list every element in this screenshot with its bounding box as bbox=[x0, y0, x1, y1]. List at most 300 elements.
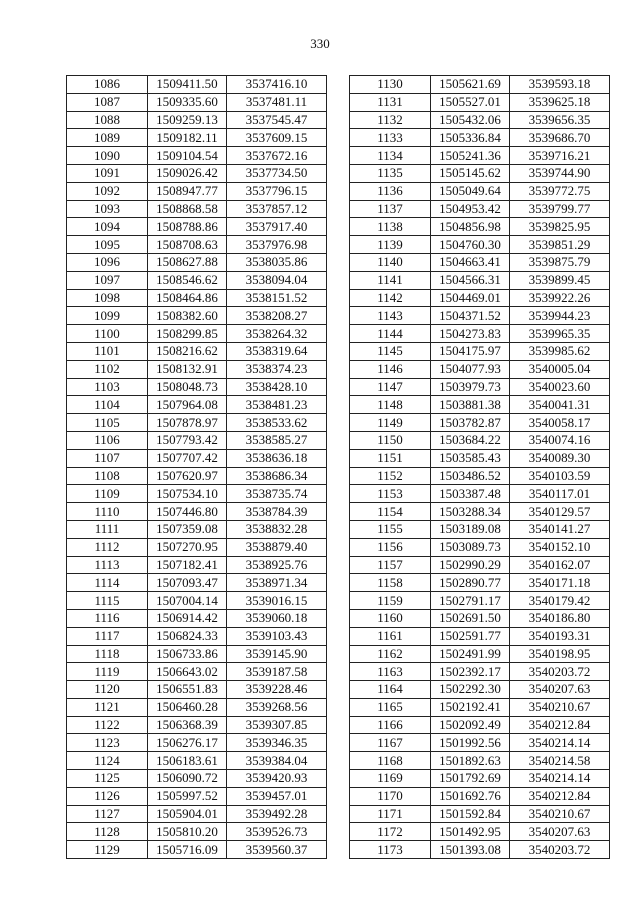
x-coordinate-cell: 1508382.60 bbox=[148, 307, 227, 325]
x-coordinate-cell: 1504856.98 bbox=[431, 218, 510, 236]
x-coordinate-cell: 1507270.95 bbox=[148, 538, 227, 556]
point-id-cell: 1111 bbox=[67, 520, 148, 538]
x-coordinate-cell: 1501492.95 bbox=[431, 823, 510, 841]
y-coordinate-cell: 3539016.15 bbox=[227, 592, 327, 610]
point-id-cell: 1154 bbox=[350, 503, 431, 521]
table-row bbox=[350, 663, 610, 681]
point-id-cell: 1158 bbox=[350, 574, 431, 592]
y-coordinate-cell: 3540041.31 bbox=[510, 396, 610, 414]
x-coordinate-cell: 1508868.58 bbox=[148, 200, 227, 218]
table-row bbox=[350, 538, 610, 556]
table-row bbox=[350, 182, 610, 200]
y-coordinate-cell: 3537976.98 bbox=[227, 236, 327, 254]
point-id-cell: 1133 bbox=[350, 129, 431, 147]
y-coordinate-cell: 3538319.64 bbox=[227, 342, 327, 360]
table-row bbox=[67, 681, 327, 699]
y-coordinate-cell: 3539593.18 bbox=[510, 76, 610, 94]
point-id-cell: 1114 bbox=[67, 574, 148, 592]
page-number: 330 bbox=[310, 36, 330, 51]
x-coordinate-cell: 1504760.30 bbox=[431, 236, 510, 254]
y-coordinate-cell: 3539656.35 bbox=[510, 111, 610, 129]
table-row bbox=[350, 467, 610, 485]
y-coordinate-cell: 3539457.01 bbox=[227, 787, 327, 805]
point-id-cell: 1147 bbox=[350, 378, 431, 396]
y-coordinate-cell: 3540186.80 bbox=[510, 609, 610, 627]
table-row bbox=[67, 396, 327, 414]
point-id-cell: 1100 bbox=[67, 325, 148, 343]
y-coordinate-cell: 3538208.27 bbox=[227, 307, 327, 325]
y-coordinate-cell: 3537917.40 bbox=[227, 218, 327, 236]
table-row bbox=[350, 236, 610, 254]
x-coordinate-cell: 1502791.17 bbox=[431, 592, 510, 610]
y-coordinate-cell: 3537609.15 bbox=[227, 129, 327, 147]
table-row bbox=[350, 698, 610, 716]
x-coordinate-cell: 1503189.08 bbox=[431, 520, 510, 538]
x-coordinate-cell: 1506733.86 bbox=[148, 645, 227, 663]
point-id-cell: 1139 bbox=[350, 236, 431, 254]
y-coordinate-cell: 3538151.52 bbox=[227, 289, 327, 307]
y-coordinate-cell: 3538879.40 bbox=[227, 538, 327, 556]
x-coordinate-cell: 1509411.50 bbox=[148, 76, 227, 94]
table-row bbox=[67, 147, 327, 165]
point-id-cell: 1124 bbox=[67, 752, 148, 770]
point-id-cell: 1102 bbox=[67, 360, 148, 378]
point-id-cell: 1086 bbox=[67, 76, 148, 94]
x-coordinate-cell: 1503881.38 bbox=[431, 396, 510, 414]
x-coordinate-cell: 1507707.42 bbox=[148, 449, 227, 467]
table-row bbox=[350, 307, 610, 325]
table-row bbox=[350, 289, 610, 307]
x-coordinate-cell: 1502591.77 bbox=[431, 627, 510, 645]
y-coordinate-cell: 3540129.57 bbox=[510, 503, 610, 521]
y-coordinate-cell: 3540214.14 bbox=[510, 770, 610, 788]
point-id-cell: 1090 bbox=[67, 147, 148, 165]
y-coordinate-cell: 3539965.35 bbox=[510, 325, 610, 343]
y-coordinate-cell: 3538784.39 bbox=[227, 503, 327, 521]
point-id-cell: 1107 bbox=[67, 449, 148, 467]
x-coordinate-cell: 1506090.72 bbox=[148, 770, 227, 788]
table-row bbox=[67, 716, 327, 734]
table-row bbox=[67, 663, 327, 681]
x-coordinate-cell: 1505716.09 bbox=[148, 841, 227, 859]
y-coordinate-cell: 3540210.67 bbox=[510, 698, 610, 716]
x-coordinate-cell: 1502092.49 bbox=[431, 716, 510, 734]
y-coordinate-cell: 3539103.43 bbox=[227, 627, 327, 645]
point-id-cell: 1127 bbox=[67, 805, 148, 823]
y-coordinate-cell: 3539825.95 bbox=[510, 218, 610, 236]
table-row bbox=[350, 681, 610, 699]
y-coordinate-cell: 3540117.01 bbox=[510, 485, 610, 503]
y-coordinate-cell: 3540103.59 bbox=[510, 467, 610, 485]
y-coordinate-cell: 3539686.70 bbox=[510, 129, 610, 147]
y-coordinate-cell: 3540005.04 bbox=[510, 360, 610, 378]
point-id-cell: 1091 bbox=[67, 164, 148, 182]
point-id-cell: 1094 bbox=[67, 218, 148, 236]
point-id-cell: 1101 bbox=[67, 342, 148, 360]
y-coordinate-cell: 3540210.67 bbox=[510, 805, 610, 823]
point-id-cell: 1165 bbox=[350, 698, 431, 716]
point-id-cell: 1129 bbox=[67, 841, 148, 859]
point-id-cell: 1138 bbox=[350, 218, 431, 236]
x-coordinate-cell: 1505432.06 bbox=[431, 111, 510, 129]
point-id-cell: 1123 bbox=[67, 734, 148, 752]
table-row bbox=[67, 627, 327, 645]
table-row bbox=[67, 76, 327, 94]
point-id-cell: 1155 bbox=[350, 520, 431, 538]
x-coordinate-cell: 1507793.42 bbox=[148, 431, 227, 449]
y-coordinate-cell: 3538735.74 bbox=[227, 485, 327, 503]
table-row bbox=[350, 129, 610, 147]
point-id-cell: 1106 bbox=[67, 431, 148, 449]
table-row bbox=[67, 431, 327, 449]
y-coordinate-cell: 3540141.27 bbox=[510, 520, 610, 538]
x-coordinate-cell: 1503288.34 bbox=[431, 503, 510, 521]
point-id-cell: 1170 bbox=[350, 787, 431, 805]
y-coordinate-cell: 3537796.15 bbox=[227, 182, 327, 200]
point-id-cell: 1173 bbox=[350, 841, 431, 859]
y-coordinate-cell: 3539560.37 bbox=[227, 841, 327, 859]
table-row bbox=[350, 716, 610, 734]
x-coordinate-cell: 1506551.83 bbox=[148, 681, 227, 699]
y-coordinate-cell: 3539625.18 bbox=[510, 93, 610, 111]
x-coordinate-cell: 1501692.76 bbox=[431, 787, 510, 805]
y-coordinate-cell: 3539744.90 bbox=[510, 164, 610, 182]
x-coordinate-cell: 1506643.02 bbox=[148, 663, 227, 681]
table-row bbox=[350, 734, 610, 752]
x-coordinate-cell: 1508464.86 bbox=[148, 289, 227, 307]
point-id-cell: 1172 bbox=[350, 823, 431, 841]
x-coordinate-cell: 1508546.62 bbox=[148, 271, 227, 289]
table-row bbox=[67, 200, 327, 218]
y-coordinate-cell: 3539492.28 bbox=[227, 805, 327, 823]
point-id-cell: 1098 bbox=[67, 289, 148, 307]
x-coordinate-cell: 1503387.48 bbox=[431, 485, 510, 503]
point-id-cell: 1169 bbox=[350, 770, 431, 788]
table-row bbox=[350, 449, 610, 467]
y-coordinate-cell: 3540193.31 bbox=[510, 627, 610, 645]
x-coordinate-cell: 1508216.62 bbox=[148, 342, 227, 360]
point-id-cell: 1163 bbox=[350, 663, 431, 681]
x-coordinate-cell: 1501992.56 bbox=[431, 734, 510, 752]
x-coordinate-cell: 1508947.77 bbox=[148, 182, 227, 200]
y-coordinate-cell: 3538481.23 bbox=[227, 396, 327, 414]
y-coordinate-cell: 3539268.56 bbox=[227, 698, 327, 716]
x-coordinate-cell: 1504663.41 bbox=[431, 253, 510, 271]
x-coordinate-cell: 1505241.36 bbox=[431, 147, 510, 165]
table-row bbox=[350, 325, 610, 343]
point-id-cell: 1144 bbox=[350, 325, 431, 343]
x-coordinate-cell: 1502491.99 bbox=[431, 645, 510, 663]
y-coordinate-cell: 3540203.72 bbox=[510, 663, 610, 681]
y-coordinate-cell: 3537545.47 bbox=[227, 111, 327, 129]
point-id-cell: 1156 bbox=[350, 538, 431, 556]
point-id-cell: 1095 bbox=[67, 236, 148, 254]
point-id-cell: 1113 bbox=[67, 556, 148, 574]
x-coordinate-cell: 1505049.64 bbox=[431, 182, 510, 200]
point-id-cell: 1160 bbox=[350, 609, 431, 627]
y-coordinate-cell: 3540074.16 bbox=[510, 431, 610, 449]
table-row bbox=[67, 289, 327, 307]
point-id-cell: 1089 bbox=[67, 129, 148, 147]
table-row bbox=[67, 734, 327, 752]
point-id-cell: 1151 bbox=[350, 449, 431, 467]
x-coordinate-cell: 1504175.97 bbox=[431, 342, 510, 360]
point-id-cell: 1119 bbox=[67, 663, 148, 681]
x-coordinate-cell: 1502890.77 bbox=[431, 574, 510, 592]
table-row bbox=[350, 93, 610, 111]
x-coordinate-cell: 1501592.84 bbox=[431, 805, 510, 823]
y-coordinate-cell: 3539799.77 bbox=[510, 200, 610, 218]
table-row bbox=[67, 609, 327, 627]
point-id-cell: 1136 bbox=[350, 182, 431, 200]
table-row bbox=[67, 342, 327, 360]
y-coordinate-cell: 3539526.73 bbox=[227, 823, 327, 841]
x-coordinate-cell: 1501393.08 bbox=[431, 841, 510, 859]
y-coordinate-cell: 3539851.29 bbox=[510, 236, 610, 254]
point-id-cell: 1161 bbox=[350, 627, 431, 645]
x-coordinate-cell: 1504566.31 bbox=[431, 271, 510, 289]
table-row bbox=[350, 645, 610, 663]
x-coordinate-cell: 1502392.17 bbox=[431, 663, 510, 681]
y-coordinate-cell: 3539772.75 bbox=[510, 182, 610, 200]
table-row bbox=[67, 520, 327, 538]
point-id-cell: 1109 bbox=[67, 485, 148, 503]
table-row bbox=[67, 645, 327, 663]
point-id-cell: 1167 bbox=[350, 734, 431, 752]
table-row bbox=[67, 770, 327, 788]
table-row bbox=[350, 485, 610, 503]
point-id-cell: 1168 bbox=[350, 752, 431, 770]
point-id-cell: 1166 bbox=[350, 716, 431, 734]
y-coordinate-cell: 3538686.34 bbox=[227, 467, 327, 485]
point-id-cell: 1148 bbox=[350, 396, 431, 414]
x-coordinate-cell: 1504469.01 bbox=[431, 289, 510, 307]
x-coordinate-cell: 1502292.30 bbox=[431, 681, 510, 699]
point-id-cell: 1157 bbox=[350, 556, 431, 574]
point-id-cell: 1087 bbox=[67, 93, 148, 111]
y-coordinate-cell: 3537672.16 bbox=[227, 147, 327, 165]
table-row bbox=[67, 236, 327, 254]
x-coordinate-cell: 1506276.17 bbox=[148, 734, 227, 752]
coordinate-table-right bbox=[349, 75, 610, 859]
y-coordinate-cell: 3539716.21 bbox=[510, 147, 610, 165]
x-coordinate-cell: 1503782.87 bbox=[431, 414, 510, 432]
y-coordinate-cell: 3537734.50 bbox=[227, 164, 327, 182]
point-id-cell: 1097 bbox=[67, 271, 148, 289]
x-coordinate-cell: 1508132.91 bbox=[148, 360, 227, 378]
y-coordinate-cell: 3538832.28 bbox=[227, 520, 327, 538]
y-coordinate-cell: 3539875.79 bbox=[510, 253, 610, 271]
y-coordinate-cell: 3538035.86 bbox=[227, 253, 327, 271]
point-id-cell: 1130 bbox=[350, 76, 431, 94]
y-coordinate-cell: 3540203.72 bbox=[510, 841, 610, 859]
y-coordinate-cell: 3538374.23 bbox=[227, 360, 327, 378]
table-row bbox=[67, 253, 327, 271]
table-row bbox=[350, 76, 610, 94]
point-id-cell: 1092 bbox=[67, 182, 148, 200]
point-id-cell: 1137 bbox=[350, 200, 431, 218]
x-coordinate-cell: 1509182.11 bbox=[148, 129, 227, 147]
x-coordinate-cell: 1506368.39 bbox=[148, 716, 227, 734]
y-coordinate-cell: 3540207.63 bbox=[510, 681, 610, 699]
y-coordinate-cell: 3537481.11 bbox=[227, 93, 327, 111]
x-coordinate-cell: 1507359.08 bbox=[148, 520, 227, 538]
table-row bbox=[350, 823, 610, 841]
x-coordinate-cell: 1509104.54 bbox=[148, 147, 227, 165]
y-coordinate-cell: 3539420.93 bbox=[227, 770, 327, 788]
y-coordinate-cell: 3540212.84 bbox=[510, 716, 610, 734]
table-row bbox=[67, 378, 327, 396]
point-id-cell: 1099 bbox=[67, 307, 148, 325]
y-coordinate-cell: 3540171.18 bbox=[510, 574, 610, 592]
x-coordinate-cell: 1505336.84 bbox=[431, 129, 510, 147]
y-coordinate-cell: 3540058.17 bbox=[510, 414, 610, 432]
point-id-cell: 1121 bbox=[67, 698, 148, 716]
table-row bbox=[67, 787, 327, 805]
table-row bbox=[67, 574, 327, 592]
y-coordinate-cell: 3540212.84 bbox=[510, 787, 610, 805]
point-id-cell: 1088 bbox=[67, 111, 148, 129]
y-coordinate-cell: 3540214.14 bbox=[510, 734, 610, 752]
x-coordinate-cell: 1506183.61 bbox=[148, 752, 227, 770]
y-coordinate-cell: 3538533.62 bbox=[227, 414, 327, 432]
table-row bbox=[350, 414, 610, 432]
table-row bbox=[350, 342, 610, 360]
y-coordinate-cell: 3539346.35 bbox=[227, 734, 327, 752]
x-coordinate-cell: 1507004.14 bbox=[148, 592, 227, 610]
x-coordinate-cell: 1507182.41 bbox=[148, 556, 227, 574]
table-row bbox=[67, 485, 327, 503]
x-coordinate-cell: 1504273.83 bbox=[431, 325, 510, 343]
x-coordinate-cell: 1503979.73 bbox=[431, 378, 510, 396]
point-id-cell: 1145 bbox=[350, 342, 431, 360]
x-coordinate-cell: 1507446.80 bbox=[148, 503, 227, 521]
y-coordinate-cell: 3539384.04 bbox=[227, 752, 327, 770]
x-coordinate-cell: 1503486.52 bbox=[431, 467, 510, 485]
point-id-cell: 1143 bbox=[350, 307, 431, 325]
table-row bbox=[350, 147, 610, 165]
table-row bbox=[67, 414, 327, 432]
x-coordinate-cell: 1505621.69 bbox=[431, 76, 510, 94]
y-coordinate-cell: 3540198.95 bbox=[510, 645, 610, 663]
point-id-cell: 1116 bbox=[67, 609, 148, 627]
y-coordinate-cell: 3539060.18 bbox=[227, 609, 327, 627]
table-row bbox=[67, 805, 327, 823]
point-id-cell: 1159 bbox=[350, 592, 431, 610]
x-coordinate-cell: 1502192.41 bbox=[431, 698, 510, 716]
y-coordinate-cell: 3538428.10 bbox=[227, 378, 327, 396]
point-id-cell: 1126 bbox=[67, 787, 148, 805]
table-row bbox=[350, 378, 610, 396]
y-coordinate-cell: 3538585.27 bbox=[227, 431, 327, 449]
x-coordinate-cell: 1505904.01 bbox=[148, 805, 227, 823]
point-id-cell: 1141 bbox=[350, 271, 431, 289]
point-id-cell: 1164 bbox=[350, 681, 431, 699]
y-coordinate-cell: 3539944.23 bbox=[510, 307, 610, 325]
x-coordinate-cell: 1504953.42 bbox=[431, 200, 510, 218]
x-coordinate-cell: 1503089.73 bbox=[431, 538, 510, 556]
x-coordinate-cell: 1505145.62 bbox=[431, 164, 510, 182]
table-row bbox=[67, 325, 327, 343]
y-coordinate-cell: 3540023.60 bbox=[510, 378, 610, 396]
table-row bbox=[350, 609, 610, 627]
y-coordinate-cell: 3540162.07 bbox=[510, 556, 610, 574]
table-row bbox=[67, 218, 327, 236]
table-row bbox=[67, 271, 327, 289]
table-row bbox=[67, 698, 327, 716]
table-row bbox=[67, 467, 327, 485]
point-id-cell: 1152 bbox=[350, 467, 431, 485]
point-id-cell: 1134 bbox=[350, 147, 431, 165]
coordinate-table-left bbox=[66, 75, 327, 859]
y-coordinate-cell: 3538264.32 bbox=[227, 325, 327, 343]
point-id-cell: 1117 bbox=[67, 627, 148, 645]
x-coordinate-cell: 1509259.13 bbox=[148, 111, 227, 129]
table-row bbox=[350, 111, 610, 129]
point-id-cell: 1122 bbox=[67, 716, 148, 734]
x-coordinate-cell: 1501792.69 bbox=[431, 770, 510, 788]
table-row bbox=[67, 841, 327, 859]
y-coordinate-cell: 3537857.12 bbox=[227, 200, 327, 218]
point-id-cell: 1115 bbox=[67, 592, 148, 610]
x-coordinate-cell: 1508627.88 bbox=[148, 253, 227, 271]
table-row bbox=[67, 449, 327, 467]
x-coordinate-cell: 1507964.08 bbox=[148, 396, 227, 414]
point-id-cell: 1110 bbox=[67, 503, 148, 521]
x-coordinate-cell: 1505527.01 bbox=[431, 93, 510, 111]
y-coordinate-cell: 3539228.46 bbox=[227, 681, 327, 699]
table-row bbox=[67, 592, 327, 610]
point-id-cell: 1096 bbox=[67, 253, 148, 271]
table-row bbox=[67, 556, 327, 574]
y-coordinate-cell: 3540152.10 bbox=[510, 538, 610, 556]
x-coordinate-cell: 1507878.97 bbox=[148, 414, 227, 432]
x-coordinate-cell: 1507093.47 bbox=[148, 574, 227, 592]
y-coordinate-cell: 3540214.58 bbox=[510, 752, 610, 770]
y-coordinate-cell: 3539307.85 bbox=[227, 716, 327, 734]
point-id-cell: 1162 bbox=[350, 645, 431, 663]
point-id-cell: 1146 bbox=[350, 360, 431, 378]
x-coordinate-cell: 1506460.28 bbox=[148, 698, 227, 716]
x-coordinate-cell: 1502990.29 bbox=[431, 556, 510, 574]
table-row bbox=[67, 129, 327, 147]
x-coordinate-cell: 1506824.33 bbox=[148, 627, 227, 645]
table-row bbox=[350, 164, 610, 182]
x-coordinate-cell: 1509335.60 bbox=[148, 93, 227, 111]
x-coordinate-cell: 1504371.52 bbox=[431, 307, 510, 325]
point-id-cell: 1140 bbox=[350, 253, 431, 271]
point-id-cell: 1120 bbox=[67, 681, 148, 699]
point-id-cell: 1135 bbox=[350, 164, 431, 182]
x-coordinate-cell: 1508048.73 bbox=[148, 378, 227, 396]
point-id-cell: 1105 bbox=[67, 414, 148, 432]
table-row bbox=[350, 360, 610, 378]
point-id-cell: 1149 bbox=[350, 414, 431, 432]
point-id-cell: 1112 bbox=[67, 538, 148, 556]
y-coordinate-cell: 3539145.90 bbox=[227, 645, 327, 663]
y-coordinate-cell: 3538094.04 bbox=[227, 271, 327, 289]
point-id-cell: 1104 bbox=[67, 396, 148, 414]
x-coordinate-cell: 1505810.20 bbox=[148, 823, 227, 841]
y-coordinate-cell: 3539985.62 bbox=[510, 342, 610, 360]
table-row bbox=[350, 770, 610, 788]
x-coordinate-cell: 1503684.22 bbox=[431, 431, 510, 449]
x-coordinate-cell: 1507620.97 bbox=[148, 467, 227, 485]
y-coordinate-cell: 3537416.10 bbox=[227, 76, 327, 94]
y-coordinate-cell: 3539187.58 bbox=[227, 663, 327, 681]
table-row bbox=[350, 218, 610, 236]
point-id-cell: 1171 bbox=[350, 805, 431, 823]
